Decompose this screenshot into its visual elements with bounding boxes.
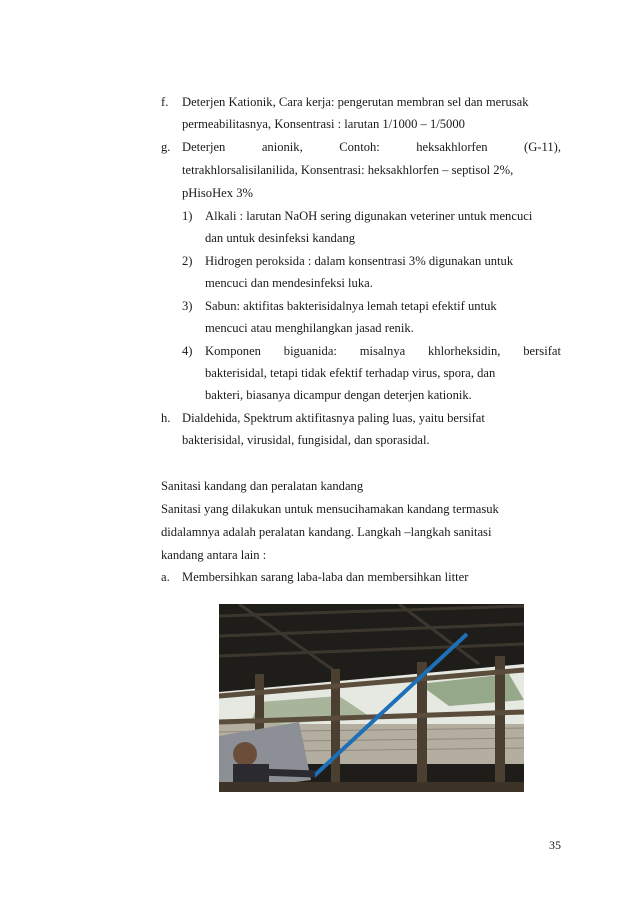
- item-marker-g: g.: [161, 140, 171, 154]
- subitem-2-line-2: mencuci dan mendesinfeksi luka.: [205, 276, 373, 290]
- item-h-line-1: Dialdehida, Spektrum aktifitasnya paling luas, yaitu bersifat: [182, 411, 485, 425]
- subitem-1-line-1: Alkali : larutan NaOH sering digunakan veteriner untuk mencuci: [205, 209, 533, 223]
- step-marker-a: a.: [161, 570, 170, 584]
- item-marker-f: f.: [161, 95, 169, 109]
- paragraph-line-1: Sanitasi yang dilakukan untuk mensucihamakan kandang termasuk: [161, 502, 499, 516]
- word: misalnya: [359, 344, 406, 358]
- word: biguanida:: [283, 344, 337, 358]
- subitem-3-line-2: mencuci atau menghilangkan jasad renik.: [205, 321, 414, 335]
- item-g-line-2: tetrakhlorsalisilanilida, Konsentrasi: heksakhlorfen – septisol 2%,: [182, 163, 514, 177]
- subitem-marker-3: 3): [182, 299, 193, 313]
- word: Komponen: [205, 344, 261, 358]
- word: (G-11),: [524, 140, 561, 154]
- subitem-marker-1: 1): [182, 209, 193, 223]
- photo-cleaning-cobwebs: [219, 604, 524, 792]
- paragraph-line-3: kandang antara lain :: [161, 548, 267, 562]
- item-h-line-2: bakterisidal, virusidal, fungisidal, dan sporasidal.: [182, 433, 430, 447]
- subitem-4-line-3: bakteri, biasanya dicampur dengan deterjen kationik.: [205, 388, 472, 402]
- item-g-line-3: pHisoHex 3%: [182, 186, 254, 200]
- paragraph-line-2: didalamnya adalah peralatan kandang. Langkah –langkah sanitasi: [161, 525, 492, 539]
- word: bersifat: [523, 344, 561, 358]
- section-heading: Sanitasi kandang dan peralatan kandang: [161, 479, 364, 493]
- subitem-1-line-2: dan untuk desinfeksi kandang: [205, 231, 356, 245]
- page-number: 35: [549, 838, 561, 852]
- word: Deterjen: [182, 140, 226, 154]
- subitem-2-line-1: Hidrogen peroksida : dalam konsentrasi 3% digunakan untuk: [205, 254, 514, 268]
- word: Contoh:: [339, 140, 380, 154]
- item-g-line-1: [182, 139, 561, 155]
- subitem-4-line-2: bakterisidal, tetapi tidak efektif terhadap virus, spora, dan: [205, 366, 496, 380]
- word: anionik,: [261, 140, 303, 154]
- subitem-marker-4: 4): [182, 344, 193, 358]
- subitem-marker-2: 2): [182, 254, 193, 268]
- subitem-4-line-1: [205, 343, 561, 359]
- word: khlorheksidin,: [428, 344, 501, 358]
- word: heksakhlorfen: [416, 140, 488, 154]
- subitem-3-line-1: Sabun: aktifitas bakterisidalnya lemah tetapi efektif untuk: [205, 299, 497, 313]
- step-a-text: Membersihkan sarang laba-laba dan membersihkan litter: [182, 570, 469, 584]
- item-f-line-2: permeabilitasnya, Konsentrasi : larutan 1/1000 – 1/5000: [182, 117, 465, 131]
- item-f-line-1: Deterjen Kationik, Cara kerja: pengerutan membran sel dan merusak: [182, 95, 529, 109]
- item-marker-h: h.: [161, 411, 171, 425]
